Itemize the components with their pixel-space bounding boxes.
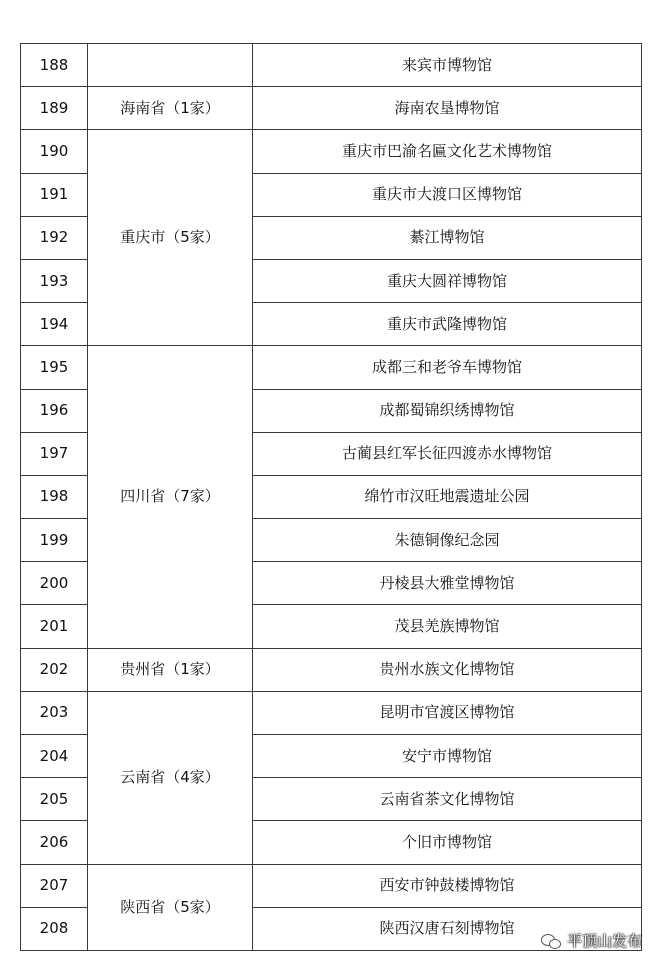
table-row (21, 44, 642, 87)
museum-name: 贵州水族文化博物馆 (253, 648, 642, 691)
row-number: 192 (21, 216, 88, 259)
row-number: 195 (21, 346, 88, 389)
row-number: 207 (21, 864, 88, 907)
museum-name: 丹棱县大雅堂博物馆 (253, 562, 642, 605)
province-cell: 海南省（1家） (88, 87, 253, 130)
museum-name: 陕西汉唐石刻博物馆 (253, 907, 642, 950)
museum-name: 綦江博物馆 (253, 216, 642, 259)
table-row (21, 691, 642, 734)
province-cell (88, 44, 253, 87)
row-number: 204 (21, 735, 88, 778)
museum-list-table (20, 43, 642, 951)
province-cell: 贵州省（1家） (88, 648, 253, 691)
row-number: 196 (21, 389, 88, 432)
row-number: 208 (21, 907, 88, 950)
museum-name: 重庆市武隆博物馆 (253, 303, 642, 346)
province-cell: 云南省（4家） (88, 691, 253, 864)
row-number: 198 (21, 475, 88, 518)
museum-name: 昆明市官渡区博物馆 (253, 691, 642, 734)
row-number: 200 (21, 562, 88, 605)
row-number: 199 (21, 519, 88, 562)
museum-name: 重庆大圆祥博物馆 (253, 259, 642, 302)
museum-name: 来宾市博物馆 (253, 44, 642, 87)
province-cell: 四川省（7家） (88, 346, 253, 648)
museum-name: 朱德铜像纪念园 (253, 519, 642, 562)
museum-name: 茂县羌族博物馆 (253, 605, 642, 648)
museum-name: 重庆市大渡口区博物馆 (253, 173, 642, 216)
row-number: 193 (21, 259, 88, 302)
wechat-icon (541, 933, 561, 949)
row-number: 189 (21, 87, 88, 130)
row-number: 203 (21, 691, 88, 734)
museum-name: 云南省茶文化博物馆 (253, 778, 642, 821)
row-number: 205 (21, 778, 88, 821)
row-number: 194 (21, 303, 88, 346)
province-cell: 陕西省（5家） (88, 864, 253, 950)
museum-name: 重庆市巴渝名匾文化艺术博物馆 (253, 130, 642, 173)
row-number: 191 (21, 173, 88, 216)
row-number: 206 (21, 821, 88, 864)
table-row (21, 346, 642, 389)
watermark (541, 930, 642, 951)
museum-name: 古蔺县红军长征四渡赤水博物馆 (253, 432, 642, 475)
row-number: 202 (21, 648, 88, 691)
table-row (21, 864, 642, 907)
row-number: 201 (21, 605, 88, 648)
row-number: 190 (21, 130, 88, 173)
museum-name: 绵竹市汉旺地震遗址公园 (253, 475, 642, 518)
museum-name: 成都蜀锦织绣博物馆 (253, 389, 642, 432)
museum-name: 安宁市博物馆 (253, 735, 642, 778)
table-row (21, 648, 642, 691)
museum-name: 个旧市博物馆 (253, 821, 642, 864)
row-number: 197 (21, 432, 88, 475)
museum-name: 西安市钟鼓楼博物馆 (253, 864, 642, 907)
table-row (21, 87, 642, 130)
museum-name: 海南农垦博物馆 (253, 87, 642, 130)
table-row (21, 130, 642, 173)
row-number: 188 (21, 44, 88, 87)
museum-name: 成都三和老爷车博物馆 (253, 346, 642, 389)
watermark-text: 平顶山发布 (566, 932, 642, 950)
province-cell: 重庆市（5家） (88, 130, 253, 346)
